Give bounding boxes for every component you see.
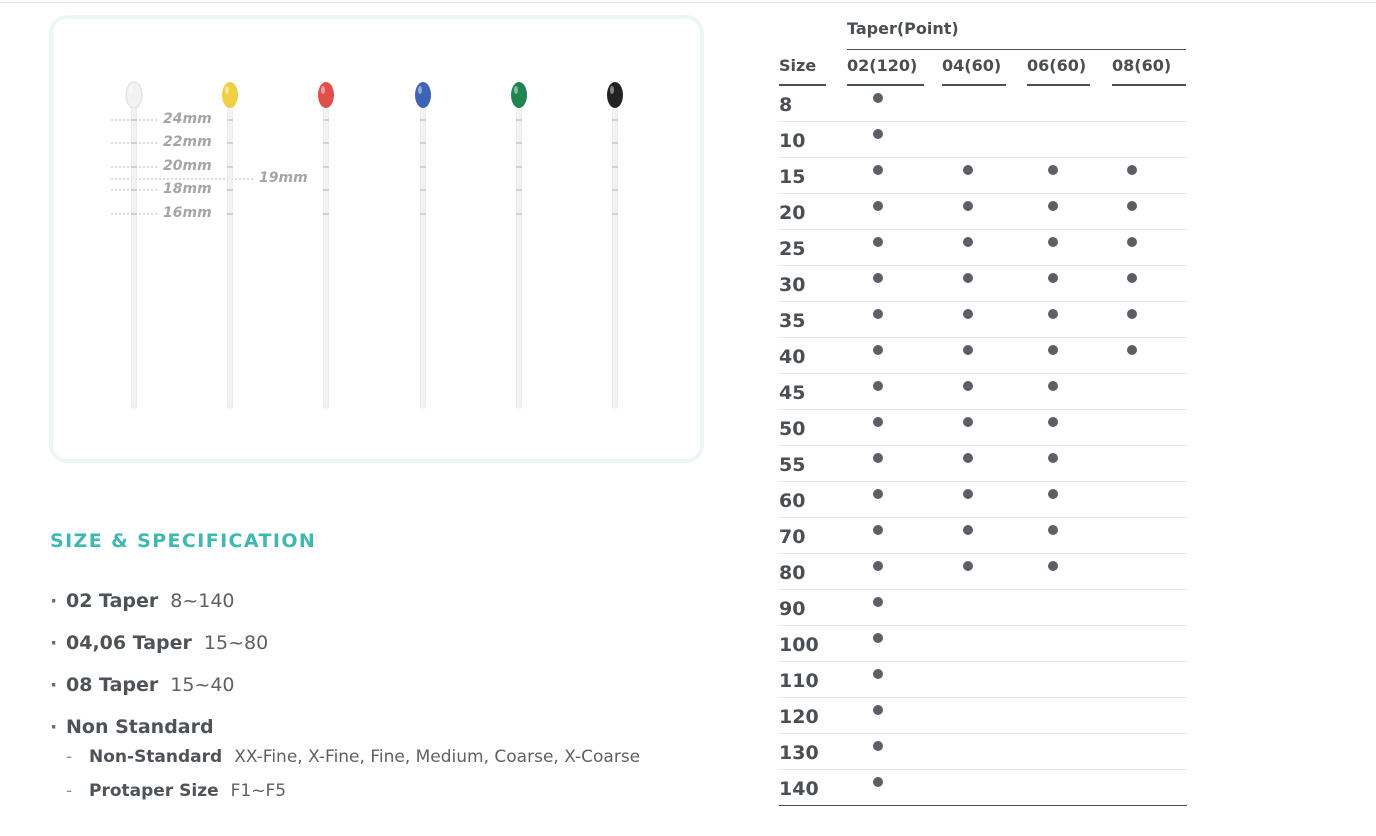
point-shaft	[324, 103, 329, 408]
availability-dot	[873, 705, 883, 715]
size-cell: 50	[779, 418, 806, 440]
red-point-cap	[318, 82, 334, 108]
spec-sub-list	[66, 740, 640, 808]
availability-dot	[963, 237, 973, 247]
red-point-highlight	[321, 86, 325, 94]
header-col-02: 02(120)	[847, 56, 918, 75]
availability-dot	[1048, 237, 1058, 247]
availability-dot	[873, 309, 883, 319]
table-row	[779, 626, 1187, 662]
availability-dot	[873, 525, 883, 535]
table-row	[779, 302, 1187, 338]
availability-dot	[873, 237, 883, 247]
size-cell: 70	[779, 526, 806, 548]
top-divider	[0, 2, 1376, 3]
size-cell: 45	[779, 382, 806, 404]
size-cell: 8	[779, 94, 793, 116]
availability-dot	[873, 417, 883, 427]
length-label-20mm: 20mm	[163, 158, 212, 174]
availability-dot	[1048, 201, 1058, 211]
table-row	[779, 770, 1187, 806]
availability-dot	[1048, 381, 1058, 391]
length-label-19mm: 19mm	[259, 170, 308, 186]
availability-dot	[1127, 165, 1137, 175]
sub-item-non-standard	[66, 740, 640, 774]
size-cell: 30	[779, 274, 806, 296]
caption-underline	[847, 49, 1186, 50]
availability-dot	[963, 453, 973, 463]
size-cell: 35	[779, 310, 806, 332]
size-cell: 20	[779, 202, 806, 224]
green-point-highlight	[514, 86, 518, 94]
table-row	[779, 338, 1187, 374]
spec-list	[50, 580, 710, 748]
spec-value: 15~80	[203, 632, 269, 654]
availability-dot	[1127, 273, 1137, 283]
table-caption: Taper(Point)	[847, 19, 959, 38]
availability-dot	[1048, 309, 1058, 319]
availability-dot	[963, 165, 973, 175]
point-shaft	[228, 103, 233, 408]
availability-dot	[873, 129, 883, 139]
header-size: Size	[779, 56, 817, 75]
white-point-cap	[126, 82, 142, 108]
table-row	[779, 446, 1187, 482]
availability-dot	[963, 417, 973, 427]
header-col-04: 04(60)	[942, 56, 1002, 75]
black-point-cap	[607, 82, 623, 108]
availability-dot	[873, 561, 883, 571]
size-cell: 10	[779, 130, 806, 152]
length-label-22mm: 22mm	[163, 134, 212, 150]
table-row	[779, 698, 1187, 734]
availability-dot	[1127, 201, 1137, 211]
table-row	[779, 410, 1187, 446]
black-point-highlight	[610, 86, 614, 94]
length-label-18mm: 18mm	[163, 181, 212, 197]
point-shaft	[421, 103, 426, 408]
availability-dot	[873, 165, 883, 175]
size-cell: 25	[779, 238, 806, 260]
table-row	[779, 518, 1187, 554]
availability-dot	[873, 93, 883, 103]
spec-key: 08 Taper	[66, 674, 159, 696]
availability-dot	[1048, 525, 1058, 535]
availability-dot	[873, 597, 883, 607]
table-row	[779, 662, 1187, 698]
table-body	[779, 86, 1187, 806]
size-cell: 130	[779, 742, 819, 764]
availability-dot	[873, 741, 883, 751]
sub-item-protaper	[66, 774, 640, 808]
point-shaft	[613, 103, 618, 408]
dash-bullet: -	[66, 781, 73, 801]
availability-dot	[1048, 273, 1058, 283]
white-point-highlight	[129, 86, 133, 94]
availability-dot	[963, 489, 973, 499]
header-col-08: 08(60)	[1112, 56, 1172, 75]
table-row	[779, 158, 1187, 194]
size-cell: 55	[779, 454, 806, 476]
availability-dot	[1127, 345, 1137, 355]
size-cell: 60	[779, 490, 806, 512]
spec-key: 02 Taper	[66, 590, 159, 612]
table-row	[779, 482, 1187, 518]
availability-dot	[963, 345, 973, 355]
availability-dot	[1048, 561, 1058, 571]
spec-value: 8~140	[170, 590, 235, 612]
blue-point-highlight	[418, 86, 422, 94]
spec-key: 04,06 Taper	[66, 632, 192, 654]
size-cell: 100	[779, 634, 819, 656]
availability-dot	[963, 525, 973, 535]
availability-dot	[873, 669, 883, 679]
availability-dot	[963, 201, 973, 211]
length-label-16mm: 16mm	[163, 205, 212, 221]
availability-dot	[873, 633, 883, 643]
size-cell: 80	[779, 562, 806, 584]
yellow-point-cap	[222, 82, 238, 108]
product-image-card	[49, 15, 704, 463]
point-shaft	[517, 103, 522, 408]
table-row	[779, 230, 1187, 266]
bullet-dot: ·	[50, 632, 58, 654]
availability-dot	[873, 381, 883, 391]
availability-dot	[963, 561, 973, 571]
availability-dot	[1048, 345, 1058, 355]
availability-dot	[873, 453, 883, 463]
point-shaft	[132, 103, 137, 408]
availability-dot	[873, 273, 883, 283]
size-cell: 140	[779, 778, 819, 800]
spec-item-04-06-taper	[50, 622, 710, 664]
availability-dot	[1048, 453, 1058, 463]
table-row	[779, 86, 1187, 122]
sub-key: Protaper Size	[89, 781, 219, 801]
sub-value: XX-Fine, X-Fine, Fine, Medium, Coarse, X-Coarse	[234, 747, 641, 767]
availability-dot	[963, 273, 973, 283]
availability-dot	[963, 381, 973, 391]
size-cell: 120	[779, 706, 819, 728]
bullet-dot: ·	[50, 590, 58, 612]
availability-dot	[1048, 489, 1058, 499]
dash-bullet: -	[66, 747, 73, 767]
availability-dot	[873, 777, 883, 787]
size-cell: 40	[779, 346, 806, 368]
spec-item-02-taper	[50, 580, 710, 622]
availability-dot	[1048, 165, 1058, 175]
table-row	[779, 194, 1187, 230]
availability-dot	[963, 309, 973, 319]
availability-dot	[1048, 417, 1058, 427]
sub-value: F1~F5	[230, 781, 287, 801]
table-row	[779, 266, 1187, 302]
table-row	[779, 554, 1187, 590]
availability-dot	[873, 201, 883, 211]
bullet-dot: ·	[50, 674, 58, 696]
availability-dot	[873, 489, 883, 499]
spec-key: Non Standard	[66, 716, 214, 738]
yellow-point-highlight	[225, 86, 229, 94]
size-cell: 90	[779, 598, 806, 620]
table-row	[779, 590, 1187, 626]
size-cell: 110	[779, 670, 819, 692]
length-label-24mm: 24mm	[163, 111, 212, 127]
table-row	[779, 734, 1187, 770]
table-row	[779, 122, 1187, 158]
size-cell: 15	[779, 166, 806, 188]
header-col-06: 06(60)	[1027, 56, 1087, 75]
sub-key: Non-Standard	[89, 747, 223, 767]
spec-item-08-taper	[50, 664, 710, 706]
availability-dot	[1127, 237, 1137, 247]
paper-points-illustration	[53, 19, 700, 459]
spec-heading: SIZE & SPECIFICATION	[50, 530, 317, 552]
availability-dot	[873, 345, 883, 355]
spec-value: 15~40	[170, 674, 235, 696]
bullet-dot: ·	[50, 716, 58, 738]
availability-dot	[1127, 309, 1137, 319]
blue-point-cap	[415, 82, 431, 108]
green-point-cap	[511, 82, 527, 108]
table-row	[779, 374, 1187, 410]
